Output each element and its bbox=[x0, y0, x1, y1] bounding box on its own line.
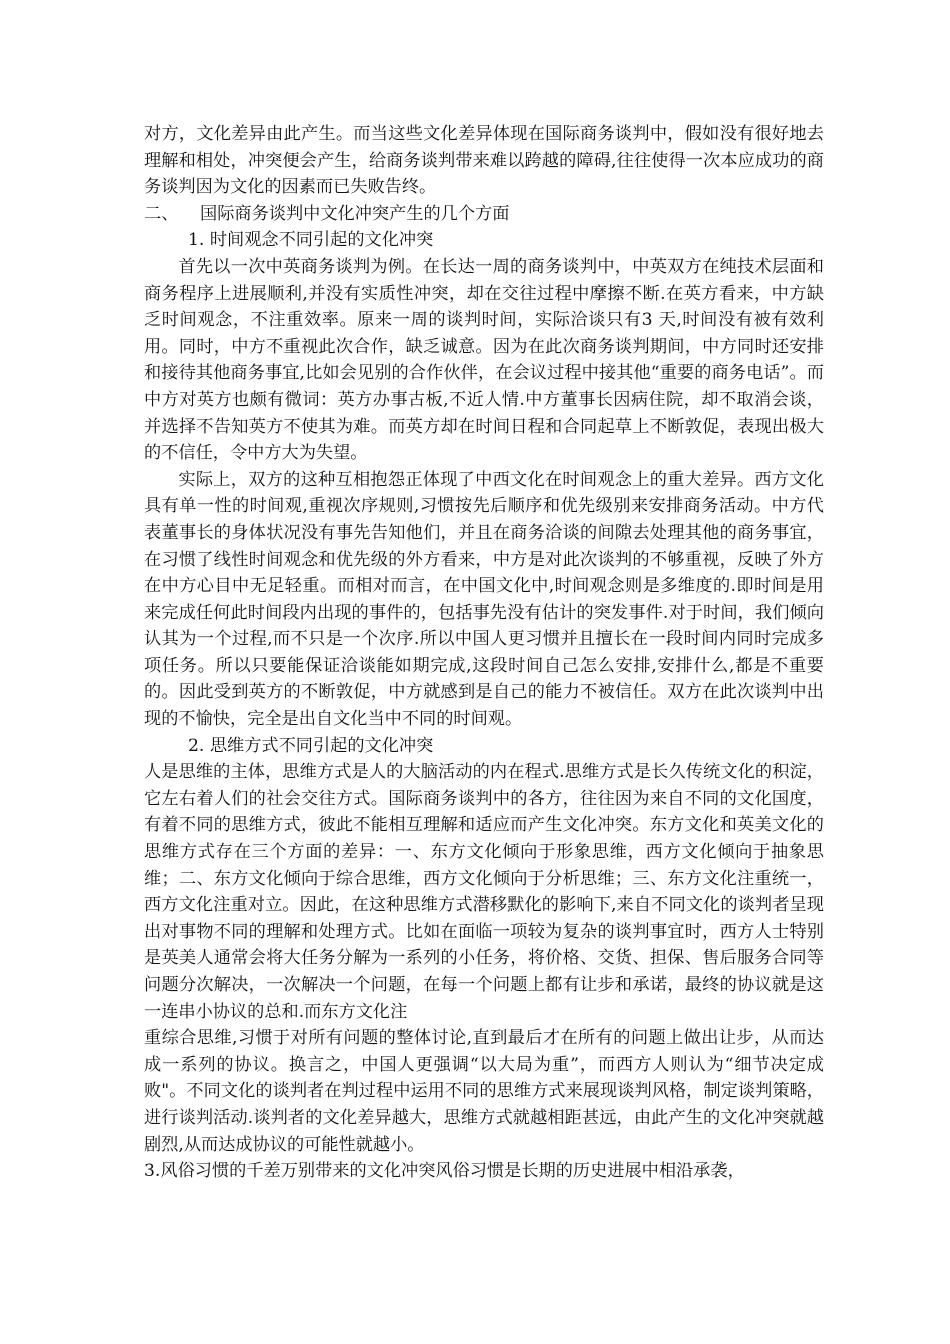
document-page bbox=[144, 121, 824, 1185]
paragraph-time-analysis: 实际上，双方的这种互相抱怨正体现了中西文化在时间观念上的重大差异。西方文化具有单一性的时间观,重视次序规则,习惯按先后顺序和优先级别来安排商务活动。中方代表董事长的身体状况没有事先告知他们，并且在商务洽谈的间隙去处理其他的商务事宜，在习惯了线性时间观念和优先级的外方看来，中方是对此次谈判的不够重视，反映了外方在中方心目中无足轻重。而相对而言，在中国文化中,时间观念则是多维度的.即时间是用来完成任何此时间段内出现的事件的，包括事先没有估计的突发事件.对于时间，我们倾向认其为一个过程,而不只是一个次序.所以中国人更习惯并且擅长在一段时间内同时完成多项任务。所以只要能保证洽谈能如期完成,这段时间自己怎么安排,安排什么,都是不重要的。因此受到英方的不断敦促，中方就感到是自己的能力不被信任。双方在此次谈判中出现的不愉快，完全是出自文化当中不同的时间观。 bbox=[144, 469, 824, 730]
subsection-heading-time: 1. 时间观念不同引起的文化冲突 bbox=[188, 230, 434, 251]
section-number: 二、 bbox=[144, 203, 179, 224]
paragraph-thinking-2: 重综合思维,习惯于对所有问题的整体讨论,直到最后才在所有的问题上做出让步，从而达成一系列的协议。换言之，中国人更强调“以大局为重”，而西方人则认为“细节决定成败"。不同文化的谈判者在判过程中运用不同的思维方式来展现谈判风格，制定谈判策略，进行谈判活动.谈判者的文化差异越大，思维方式就越相距甚远，由此产生的文化冲突就越剧烈,从而达成协议的可能性就越小。 bbox=[144, 1028, 824, 1155]
paragraph-intro: 对方，文化差异由此产生。而当这些文化差异体现在国际商务谈判中，假如没有很好地去理解和相处，冲突便会产生，给商务谈判带来难以跨越的障碍,往往使得一次本应成功的商务谈判因为文化的因素而已失败告终。 bbox=[144, 124, 824, 198]
paragraph-time-case: 首先以一次中英商务谈判为例。在长达一周的商务谈判中，中英双方在纯技术层面和商务程序上进展顺利,并没有实质性冲突，却在交往过程中摩擦不断.在英方看来，中方缺乏时间观念，不注重效率。原来一周的谈判时间，实际洽谈只有3 天,时间没有被有效利用。同时，中方不重视此次合作，缺乏诚意。因为在此次商务谈判期间，中方同时还安排和接待其他商务事宜,比如会见别的合作伙伴，在会议过程中接其他“重要的商务电话”。而中方对英方也颇有微词：英方办事古板,不近人情.中方董事长因病住院，却不取消会谈，并选择不告知英方不使其为难。而英方却在时间日程和合同起草上不断敦促，表现出极大的不信任，令中方大为失望。 bbox=[144, 256, 824, 464]
section-heading bbox=[144, 201, 824, 228]
subsection-heading-thinking: 2. 思维方式不同引起的文化冲突 bbox=[188, 735, 434, 756]
section-title: 国际商务谈判中文化冲突产生的几个方面 bbox=[200, 203, 510, 224]
paragraph-customs: 3.风俗习惯的千差万别带来的文化冲突风俗习惯是长期的历史进展中相沿承袭， bbox=[144, 1161, 745, 1182]
paragraph-thinking-1: 人是思维的主体，思维方式是人的大脑活动的内在程式.思维方式是长久传统文化的积淀，它左右着人们的社会交往方式。国际商务谈判中的各方，往往因为来自不同的文化国度，有着不同的思维方式，彼此不能相互理解和适应而产生文化冲突。东方文化和英美文化的思维方式存在三个方面的差异：一、东方文化倾向于形象思维，西方文化倾向于抽象思维；二、东方文化倾向于综合思维，西方文化倾向于分析思维；三、东方文化注重统一，西方文化注重对立。因此，在这种思维方式潜移默化的影响下,来自不同文化的谈判者呈现出对事物不同的理解和处理方式。比如在面临一项较为复杂的谈判事宜时，西方人士特别是英美人通常会将大任务分解为一系列的小任务，将价格、交货、担保、售后服务合同等问题分次解决，一次解决一个问题，在每一个问题上都有让步和承诺，最终的协议就是这一连串小协议的总和.而东方文化注 bbox=[144, 762, 824, 1022]
